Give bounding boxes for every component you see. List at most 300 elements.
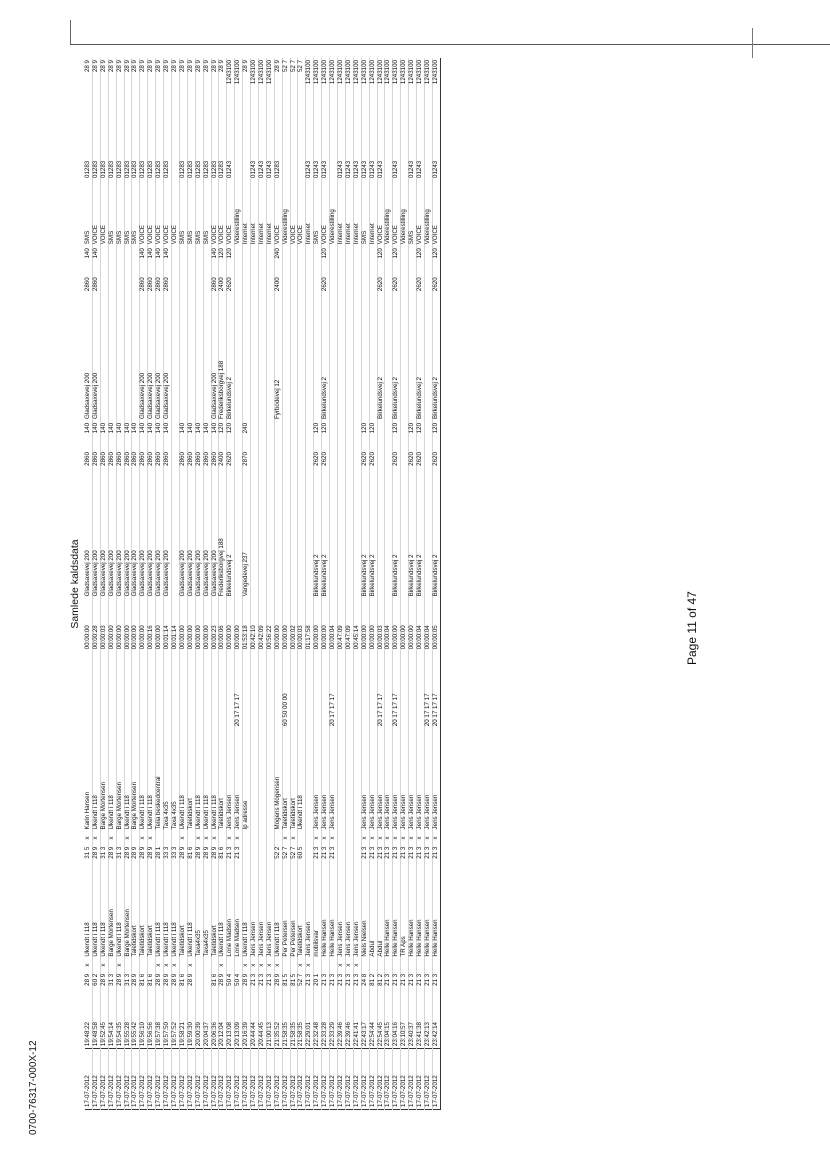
cell-from-zip: 2620 bbox=[227, 450, 235, 484]
cell-to-name: Jens Jensen bbox=[314, 728, 322, 831]
cell-call-type: Internet bbox=[251, 180, 259, 246]
cell-to-zip bbox=[330, 275, 338, 309]
cell-to-number: 31 3 bbox=[100, 845, 108, 871]
cell-from-cell bbox=[298, 421, 306, 450]
cell-forward-number bbox=[243, 651, 251, 728]
cell-to-name: Ukendt i 118 bbox=[203, 728, 211, 831]
cell-from-mark bbox=[417, 959, 425, 972]
cell-from-zip: 2620 bbox=[369, 450, 377, 484]
cell-from-number: 28 9 bbox=[171, 972, 179, 998]
cell-call-type: SMS bbox=[85, 180, 92, 246]
cell-subscriber-ref: 01283 bbox=[219, 135, 227, 180]
cell-from-cell: 140 bbox=[148, 421, 156, 450]
cell-account: 1243100 bbox=[353, 58, 361, 114]
cell-from-address bbox=[345, 485, 353, 599]
cell-from-number: 20 1 bbox=[314, 972, 322, 998]
cell-from-name: Lone Madsen bbox=[235, 871, 243, 958]
cell-to-name: Jens Jensen bbox=[424, 728, 432, 831]
cell-to-zip: 2860 bbox=[85, 275, 92, 309]
cell-dir-mark bbox=[235, 114, 243, 135]
cell-to-name: Jens Jensen bbox=[361, 728, 369, 831]
cell-dir-mark bbox=[424, 114, 432, 135]
cell-to-mark bbox=[243, 831, 251, 844]
cell-from-zip bbox=[282, 450, 290, 484]
cell-time: 19:55:42 bbox=[132, 998, 140, 1048]
cell-account: 28 9 bbox=[243, 58, 251, 114]
cell-dir-mark bbox=[432, 114, 440, 135]
cell-time: 23:40:37 bbox=[409, 998, 417, 1048]
cell-from-cell: 140 bbox=[108, 421, 116, 450]
cell-from-number: 50 4 bbox=[235, 972, 243, 998]
cell-to-mark: x bbox=[401, 831, 409, 844]
cell-from-mark bbox=[432, 959, 440, 972]
cell-forward-number bbox=[369, 651, 377, 728]
cell-to-cell: 140 bbox=[156, 246, 164, 275]
cell-time: 20:00:39 bbox=[195, 998, 203, 1048]
cell-date: 17-07-2012 bbox=[219, 1049, 227, 1110]
cell-call-type: Viderestilling bbox=[282, 180, 290, 246]
cell-date: 17-07-2012 bbox=[409, 1049, 417, 1110]
cell-dir-mark bbox=[124, 114, 132, 135]
cell-time: 19:48:22 bbox=[85, 998, 92, 1048]
cell-forward-number: 20 17 17 17 bbox=[424, 651, 432, 728]
cell-to-name: Ukendt i 118 bbox=[211, 728, 219, 831]
cell-forward-number bbox=[171, 651, 179, 728]
cell-to-address bbox=[203, 310, 211, 421]
cell-to-name: Jens Jensen bbox=[322, 728, 330, 831]
cell-from-address: Gladsaxevej 200 bbox=[156, 485, 164, 599]
cell-to-address bbox=[116, 310, 124, 421]
cell-to-cell: 240 bbox=[274, 246, 282, 275]
cell-subscriber-ref: 01243 bbox=[377, 135, 385, 180]
cell-date: 17-07-2012 bbox=[251, 1049, 259, 1110]
cell-time: 22:41:41 bbox=[353, 998, 361, 1048]
cell-from-cell: 140 bbox=[203, 421, 211, 450]
cell-to-number bbox=[258, 845, 266, 871]
cell-from-address bbox=[274, 485, 282, 599]
cell-from-mark bbox=[203, 959, 211, 972]
cell-from-number: 81 2 bbox=[377, 972, 385, 998]
cell-from-address bbox=[338, 485, 346, 599]
cell-from-mark bbox=[322, 959, 330, 972]
cell-dir-mark bbox=[330, 114, 338, 135]
cell-call-type: Viderestilling bbox=[235, 180, 243, 246]
cell-from-cell: 140 bbox=[132, 421, 140, 450]
cell-account: 1243100 bbox=[424, 58, 432, 114]
cell-from-mark: x bbox=[219, 959, 227, 972]
margin-tick bbox=[752, 28, 753, 58]
cell-duration: 00:45:14 bbox=[353, 598, 361, 651]
cell-from-name: Per Petersen bbox=[282, 871, 290, 958]
cell-time: 23:42:14 bbox=[432, 998, 440, 1048]
cell-date: 17-07-2012 bbox=[314, 1049, 322, 1110]
cell-forward-number bbox=[156, 651, 164, 728]
cell-to-address bbox=[369, 310, 377, 421]
table-row bbox=[108, 58, 116, 1110]
cell-forward-number bbox=[338, 651, 346, 728]
cell-to-number: 52 7 bbox=[282, 845, 290, 871]
cell-from-number: 21 3 bbox=[424, 972, 432, 998]
cell-to-name: Barge Mortensen bbox=[116, 728, 124, 831]
cell-to-zip bbox=[338, 275, 346, 309]
cell-forward-number bbox=[132, 651, 140, 728]
cell-forward-number bbox=[251, 651, 259, 728]
cell-from-mark: x bbox=[243, 959, 251, 972]
cell-to-name: Jens Jensen bbox=[401, 728, 409, 831]
cell-account: 1243100 bbox=[330, 58, 338, 114]
cell-to-address: Fyrbodevej 12 bbox=[274, 310, 282, 421]
cell-to-mark: x bbox=[290, 831, 298, 844]
cell-call-type: VOICE bbox=[219, 180, 227, 246]
cell-forward-number bbox=[140, 651, 148, 728]
cell-date: 17-07-2012 bbox=[274, 1049, 282, 1110]
cell-to-mark bbox=[274, 831, 282, 844]
cell-to-zip bbox=[243, 275, 251, 309]
cell-from-cell: 240 bbox=[243, 421, 251, 450]
cell-call-type: VOICE bbox=[377, 180, 385, 246]
cell-time: 19:57:52 bbox=[171, 998, 179, 1048]
cell-from-number: 21 3 bbox=[306, 972, 314, 998]
cell-date: 17-07-2012 bbox=[266, 1049, 274, 1110]
cell-to-number: 52 7 bbox=[290, 845, 298, 871]
cell-to-address: Birkelundsvej 2 bbox=[393, 310, 401, 421]
cell-subscriber-ref: 01283 bbox=[124, 135, 132, 180]
cell-to-address bbox=[100, 310, 108, 421]
cell-from-mark bbox=[132, 959, 140, 972]
cell-forward-number bbox=[401, 651, 409, 728]
cell-dir-mark bbox=[266, 114, 274, 135]
cell-account: 28 9 bbox=[100, 58, 108, 114]
cell-time: 21:58:35 bbox=[290, 998, 298, 1048]
cell-to-number: 21 3 bbox=[227, 845, 235, 871]
cell-from-zip: 2620 bbox=[393, 450, 401, 484]
cell-account: 28 9 bbox=[140, 58, 148, 114]
cell-to-cell bbox=[243, 246, 251, 275]
cell-to-number: 21 3 bbox=[409, 845, 417, 871]
table-row bbox=[274, 58, 282, 1110]
cell-to-mark: x bbox=[235, 831, 243, 844]
cell-time: 22:54:45 bbox=[377, 998, 385, 1048]
cell-from-zip bbox=[251, 450, 259, 484]
cell-call-type: VOICE bbox=[227, 180, 235, 246]
cell-account: 52 7 bbox=[290, 58, 298, 114]
cell-dir-mark bbox=[211, 114, 219, 135]
top-rule bbox=[70, 44, 830, 45]
cell-from-name: Ukendt i 118 bbox=[187, 871, 195, 958]
cell-to-zip: 2620 bbox=[377, 275, 385, 309]
cell-from-mark: x bbox=[156, 959, 164, 972]
cell-date: 17-07-2012 bbox=[85, 1049, 92, 1110]
cell-dir-mark bbox=[227, 114, 235, 135]
cell-to-cell bbox=[195, 246, 203, 275]
cell-from-address: Gladsaxevej 200 bbox=[92, 485, 100, 599]
cell-to-name: Barge Mortensen bbox=[132, 728, 140, 831]
cell-duration: 00:56:22 bbox=[266, 598, 274, 651]
cell-to-address: Birkelundsvej 2 bbox=[417, 310, 425, 421]
cell-from-name: Helle Hansen bbox=[385, 871, 393, 958]
cell-date: 17-07-2012 bbox=[179, 1049, 187, 1110]
cell-from-cell bbox=[330, 421, 338, 450]
cell-time: 21:00:13 bbox=[266, 998, 274, 1048]
cell-to-cell bbox=[330, 246, 338, 275]
cell-to-mark: x bbox=[314, 831, 322, 844]
cell-to-mark: x bbox=[195, 831, 203, 844]
cell-subscriber-ref: 01243 bbox=[322, 135, 330, 180]
cell-call-type: Viderestilling bbox=[401, 180, 409, 246]
cell-to-mark bbox=[338, 831, 346, 844]
cell-duration: 00:01:14 bbox=[164, 598, 172, 651]
cell-from-name: Ukendt i 118 bbox=[116, 871, 124, 958]
cell-to-name: Jens Jensen bbox=[227, 728, 235, 831]
cell-from-address: Birkelundsvej 2 bbox=[409, 485, 417, 599]
cell-dir-mark bbox=[322, 114, 330, 135]
cell-from-zip: 2860 bbox=[211, 450, 219, 484]
table-row bbox=[195, 58, 203, 1110]
cell-dir-mark bbox=[393, 114, 401, 135]
cell-date: 17-07-2012 bbox=[187, 1049, 195, 1110]
cell-dir-mark bbox=[116, 114, 124, 135]
cell-to-number: 28 9 bbox=[195, 845, 203, 871]
cell-to-name: Jens Jensen bbox=[235, 728, 243, 831]
cell-subscriber-ref: 01283 bbox=[164, 135, 172, 180]
cell-to-address: Gladsaxevej 200 bbox=[211, 310, 219, 421]
cell-forward-number bbox=[92, 651, 100, 728]
cell-from-zip: 2860 bbox=[124, 450, 132, 484]
cell-from-number: 21 3 bbox=[322, 972, 330, 998]
cell-duration: 00:00:04 bbox=[417, 598, 425, 651]
cell-account: 28 9 bbox=[164, 58, 172, 114]
cell-duration: 00:00:03 bbox=[298, 598, 306, 651]
cell-to-zip bbox=[179, 275, 187, 309]
cell-from-address bbox=[330, 485, 338, 599]
cell-to-address bbox=[171, 310, 179, 421]
cell-date: 17-07-2012 bbox=[338, 1049, 346, 1110]
cell-date: 17-07-2012 bbox=[227, 1049, 235, 1110]
cell-to-cell: 120 bbox=[432, 246, 440, 275]
cell-to-zip bbox=[290, 275, 298, 309]
cell-to-number: 81 6 bbox=[219, 845, 227, 871]
cell-to-name: Taletidskort bbox=[282, 728, 290, 831]
cell-to-name: Jens Jensen bbox=[432, 728, 440, 831]
cell-duration: 00:00:00 bbox=[314, 598, 322, 651]
cell-from-number: 21 3 bbox=[353, 972, 361, 998]
cell-from-address: Gladsaxevej 200 bbox=[195, 485, 203, 599]
cell-from-number: 52 7 bbox=[298, 972, 306, 998]
cell-to-number bbox=[345, 845, 353, 871]
cell-from-number: 21 3 bbox=[266, 972, 274, 998]
cell-subscriber-ref bbox=[282, 135, 290, 180]
cell-subscriber-ref: 01243 bbox=[432, 135, 440, 180]
cell-to-name: Ukendt i 118 bbox=[148, 728, 156, 831]
cell-from-mark: x bbox=[338, 959, 346, 972]
cell-date: 17-07-2012 bbox=[100, 1049, 108, 1110]
cell-time: 19:55:28 bbox=[124, 998, 132, 1048]
cell-time: 19:48:58 bbox=[92, 998, 100, 1048]
cell-to-cell bbox=[338, 246, 346, 275]
cell-call-type: VOICE bbox=[322, 180, 330, 246]
cell-from-address: Gladsaxevej 200 bbox=[116, 485, 124, 599]
cell-to-zip: 2620 bbox=[432, 275, 440, 309]
cell-to-cell: 120 bbox=[417, 246, 425, 275]
cell-time: 23:04:16 bbox=[393, 998, 401, 1048]
cell-call-type: Internet bbox=[258, 180, 266, 246]
cell-from-name: Helle Hansen bbox=[393, 871, 401, 958]
cell-from-mark: x bbox=[345, 959, 353, 972]
cell-time: 19:59:30 bbox=[187, 998, 195, 1048]
cell-call-type: VOICE bbox=[298, 180, 306, 246]
cell-date: 17-07-2012 bbox=[235, 1049, 243, 1110]
cell-date: 17-07-2012 bbox=[108, 1049, 116, 1110]
cell-duration: 00:00:00 bbox=[132, 598, 140, 651]
cell-to-cell bbox=[401, 246, 409, 275]
cell-from-name: Taletidskort bbox=[179, 871, 187, 958]
cell-to-number: 21 3 bbox=[432, 845, 440, 871]
cell-duration: 00:00:04 bbox=[385, 598, 393, 651]
cell-from-number bbox=[203, 972, 211, 998]
cell-time: 19:56:56 bbox=[148, 998, 156, 1048]
cell-to-address: Gladsaxevej 200 bbox=[164, 310, 172, 421]
cell-from-zip: 2860 bbox=[195, 450, 203, 484]
cell-from-cell: 120 bbox=[432, 421, 440, 450]
cell-call-type: Viderestilling bbox=[424, 180, 432, 246]
margin-tick bbox=[70, 20, 71, 44]
cell-from-number: 81 6 bbox=[179, 972, 187, 998]
cell-from-zip bbox=[258, 450, 266, 484]
cell-date: 17-07-2012 bbox=[195, 1049, 203, 1110]
cell-to-name: Jens Jensen bbox=[330, 728, 338, 831]
cell-forward-number bbox=[361, 651, 369, 728]
cell-account: 28 9 bbox=[85, 58, 92, 114]
cell-date: 17-07-2012 bbox=[432, 1049, 440, 1110]
cell-to-number: 52 2 bbox=[274, 845, 282, 871]
cell-to-mark: x bbox=[108, 831, 116, 844]
cell-subscriber-ref: 01283 bbox=[203, 135, 211, 180]
cell-from-address: Gladsaxevej 200 bbox=[85, 485, 92, 599]
cell-to-name bbox=[345, 728, 353, 831]
cell-date: 17-07-2012 bbox=[124, 1049, 132, 1110]
cell-duration: 00:00:00 bbox=[85, 598, 92, 651]
cell-from-zip: 2860 bbox=[156, 450, 164, 484]
cell-duration: 00:47:09 bbox=[345, 598, 353, 651]
cell-subscriber-ref: 01243 bbox=[306, 135, 314, 180]
cell-from-zip: 2620 bbox=[417, 450, 425, 484]
cell-duration: 00:00:00 bbox=[235, 598, 243, 651]
cell-from-zip bbox=[274, 450, 282, 484]
cell-time: 20:12:04 bbox=[219, 998, 227, 1048]
cell-time: 19:54:35 bbox=[116, 998, 124, 1048]
cell-date: 17-07-2012 bbox=[171, 1049, 179, 1110]
cell-to-cell: 120 bbox=[322, 246, 330, 275]
cell-call-type: SMS bbox=[203, 180, 211, 246]
cell-to-cell bbox=[100, 246, 108, 275]
cell-to-cell: 120 bbox=[219, 246, 227, 275]
cell-forward-number bbox=[195, 651, 203, 728]
cell-to-cell bbox=[369, 246, 377, 275]
cell-subscriber-ref: 01283 bbox=[195, 135, 203, 180]
cell-to-zip: 2860 bbox=[140, 275, 148, 309]
cell-to-zip bbox=[353, 275, 361, 309]
cell-to-zip bbox=[108, 275, 116, 309]
cell-date: 17-07-2012 bbox=[290, 1049, 298, 1110]
cell-to-mark: x bbox=[227, 831, 235, 844]
cell-time: 19:56:10 bbox=[140, 998, 148, 1048]
cell-from-cell bbox=[258, 421, 266, 450]
cell-from-address: Birkelundsvej 2 bbox=[393, 485, 401, 599]
cell-call-type: Internet bbox=[345, 180, 353, 246]
cell-account: 1243100 bbox=[369, 58, 377, 114]
cell-duration: 00:42:09 bbox=[258, 598, 266, 651]
cell-duration: 00:00:00 bbox=[108, 598, 116, 651]
cell-to-address bbox=[187, 310, 195, 421]
cell-to-address: Gladsaxevej 200 bbox=[85, 310, 92, 421]
cell-to-zip bbox=[187, 275, 195, 309]
cell-forward-number bbox=[187, 651, 195, 728]
cell-from-cell bbox=[345, 421, 353, 450]
cell-date: 17-07-2012 bbox=[282, 1049, 290, 1110]
cell-to-name: Jens Jensen bbox=[417, 728, 425, 831]
cell-from-number: 21 3 bbox=[409, 972, 417, 998]
cell-forward-number: 20 17 17 17 bbox=[235, 651, 243, 728]
cell-date: 17-07-2012 bbox=[353, 1049, 361, 1110]
cell-to-number: 28 9 bbox=[92, 845, 100, 871]
cell-account: 1243100 bbox=[377, 58, 385, 114]
cell-from-cell: 140 bbox=[179, 421, 187, 450]
cell-dir-mark bbox=[338, 114, 346, 135]
cell-time: 22:43:17 bbox=[361, 998, 369, 1048]
cell-to-name bbox=[251, 728, 259, 831]
cell-to-zip bbox=[369, 275, 377, 309]
cell-call-type: VOICE bbox=[164, 180, 172, 246]
cell-from-cell: 140 bbox=[100, 421, 108, 450]
cell-to-mark: x bbox=[417, 831, 425, 844]
cell-date: 17-07-2012 bbox=[298, 1049, 306, 1110]
cell-from-name: Taletidskort bbox=[140, 871, 148, 958]
cell-from-mark bbox=[385, 959, 393, 972]
cell-to-number: 21 3 bbox=[235, 845, 243, 871]
cell-from-name: Jens Jensen bbox=[338, 871, 346, 958]
cell-from-name: Abdul bbox=[369, 871, 377, 958]
cell-dir-mark bbox=[92, 114, 100, 135]
cell-duration: 00:01:14 bbox=[171, 598, 179, 651]
cell-time: 23:42:13 bbox=[424, 998, 432, 1048]
cell-subscriber-ref: 01283 bbox=[116, 135, 124, 180]
cell-time: 22:39:46 bbox=[345, 998, 353, 1048]
cell-to-mark: x bbox=[424, 831, 432, 844]
cell-from-number: 24 8 bbox=[361, 972, 369, 998]
cell-dir-mark bbox=[361, 114, 369, 135]
cell-call-type: VOICE bbox=[171, 180, 179, 246]
cell-to-mark: x bbox=[330, 831, 338, 844]
cell-to-mark bbox=[156, 831, 164, 844]
cell-from-name: Taletidskort bbox=[132, 871, 140, 958]
cell-from-zip: 2860 bbox=[187, 450, 195, 484]
cell-from-address: Gladsaxevej 200 bbox=[179, 485, 187, 599]
cell-dir-mark bbox=[274, 114, 282, 135]
cell-to-zip bbox=[124, 275, 132, 309]
cell-time: 20:16:39 bbox=[243, 998, 251, 1048]
cell-dir-mark bbox=[290, 114, 298, 135]
cell-subscriber-ref: 01243 bbox=[266, 135, 274, 180]
cell-to-cell bbox=[251, 246, 259, 275]
cell-duration: 00:00:00 bbox=[369, 598, 377, 651]
table-row bbox=[187, 58, 195, 1110]
cell-from-name: Barge Mortensen bbox=[124, 871, 132, 958]
cell-from-cell: 140 bbox=[195, 421, 203, 450]
cell-call-type: SMS bbox=[124, 180, 132, 246]
cell-dir-mark bbox=[171, 114, 179, 135]
cell-to-zip bbox=[298, 275, 306, 309]
cell-forward-number bbox=[274, 651, 282, 728]
